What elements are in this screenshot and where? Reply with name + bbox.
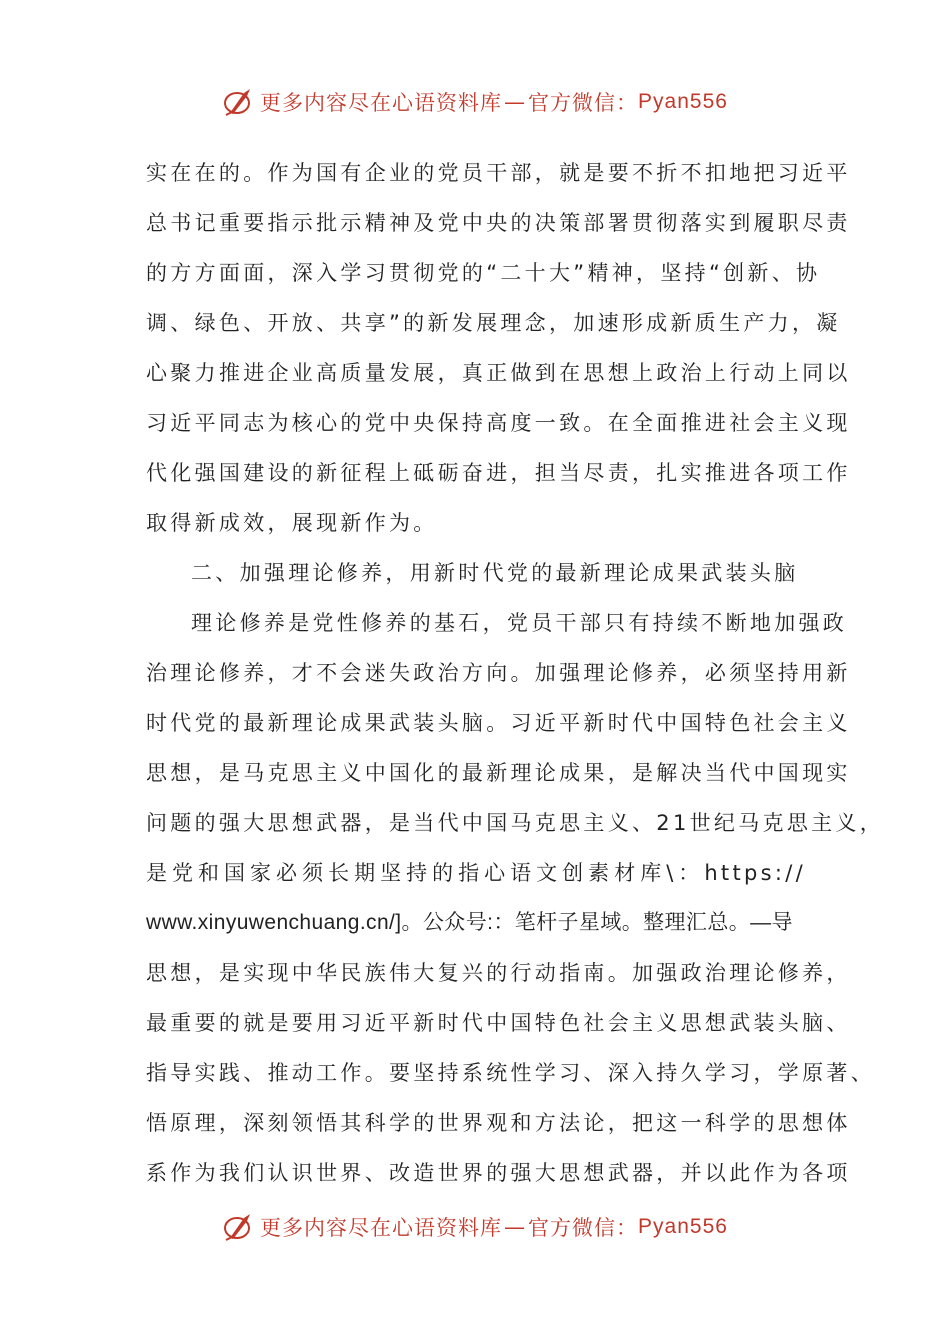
footer-separator: —	[504, 1215, 527, 1239]
quill-pen-icon	[222, 85, 256, 119]
quill-pen-icon	[222, 1210, 256, 1244]
body-line: 调、绿色、开放、共享”的新发展理念，加速形成新质生产力，凝	[146, 311, 841, 335]
body-line: 取得新成效，展现新作为。	[146, 511, 438, 535]
body-line: 系作为我们认识世界、改造世界的强大思想武器，并以此作为各项	[146, 1161, 851, 1185]
body-line: 代化强国建设的新征程上砥砺奋进，担当尽责，扎实推进各项工作	[146, 461, 851, 485]
header-account: Pyan556	[638, 90, 728, 113]
body-line: 时代党的最新理论成果武装头脑。习近平新时代中国特色社会主义	[146, 711, 851, 735]
body-line: 理论修养是党性修养的基石，党员干部只有持续不断地加强政	[191, 611, 848, 635]
body-line: 最重要的就是要用习近平新时代中国特色社会主义思想武装头脑、	[146, 1011, 851, 1035]
header-separator: —	[504, 90, 527, 114]
body-line: 习近平同志为核心的党中央保持高度一致。在全面推进社会主义现	[146, 411, 851, 435]
footer-site-text: 更多内容尽在心语资料库	[260, 1216, 503, 1240]
body-line: 悟原理，深刻领悟其科学的世界观和方法论，把这一科学的思想体	[146, 1111, 851, 1135]
footer-wechat-label: 官方微信：	[528, 1216, 639, 1240]
header-site-text: 更多内容尽在心语资料库	[260, 91, 503, 115]
body-line: 思想，是实现中华民族伟大复兴的行动指南。加强政治理论修养，	[146, 961, 851, 985]
body-line: 思想，是马克思主义中国化的最新理论成果，是解决当代中国现实	[146, 761, 851, 785]
section-heading: 二、加强理论修养，用新时代党的最新理论成果武装头脑	[191, 561, 799, 585]
footer-account: Pyan556	[638, 1215, 728, 1238]
body-line: 心聚力推进企业高质量发展，真正做到在思想上政治上行动上同以	[146, 361, 851, 385]
body-line: 实在在的。作为国有企业的党员干部，就是要不折不扣地把习近平	[146, 161, 851, 185]
body-line: 问题的强大思想武器，是当代中国马克思主义、21世纪马克思主义，	[146, 811, 885, 835]
body-line: 总书记重要指示批示精神及党中央的决策部署贯彻落实到履职尽责	[146, 211, 851, 235]
header-banner	[0, 82, 950, 122]
header-wechat-label: 官方微信：	[528, 91, 639, 115]
body-line: 治理论修养，才不会迷失政治方向。加强理论修养，必须坚持用新	[146, 661, 851, 685]
body-line: 的方方面面，深入学习贯彻党的“二十大”精神，坚持“创新、协	[146, 261, 821, 285]
body-line: 是党和国家必须长期坚持的指心语文创素材库\：https://	[146, 861, 806, 885]
document-body	[146, 148, 885, 1198]
body-line: www.xinyuwenchuang.cn/]。公众号:：笔杆子星域。整理汇总。—导	[146, 911, 793, 934]
footer-banner	[0, 1207, 950, 1247]
body-line: 指导实践、推动工作。要坚持系统性学习、深入持久学习，学原著、	[146, 1061, 875, 1085]
